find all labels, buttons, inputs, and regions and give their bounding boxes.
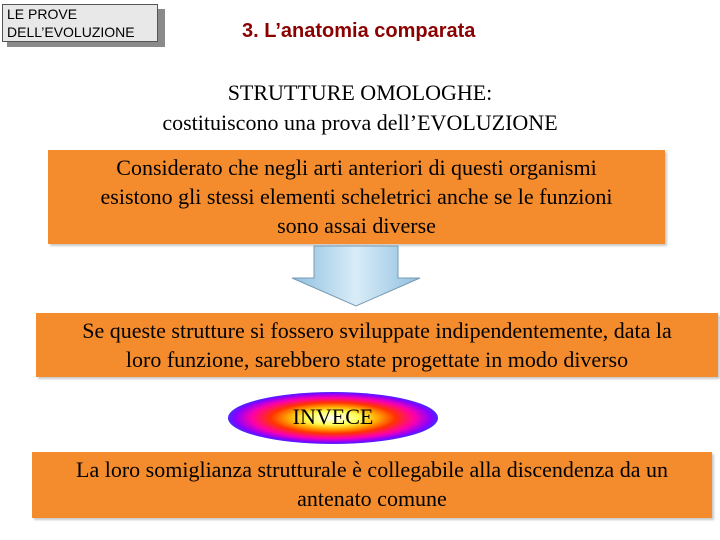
- hypothesis-box: [36, 313, 718, 377]
- slide-subtitle: [100, 78, 620, 138]
- conclusion-box: [32, 452, 712, 518]
- hypothesis-line1: Se queste strutture si fossero sviluppate indipendentemente, data la: [82, 318, 672, 343]
- section-tag-line2: DELL’EVOLUZIONE: [7, 24, 135, 40]
- invece-label: INVECE: [292, 404, 374, 429]
- down-arrow-icon: [290, 244, 422, 308]
- subtitle-line1: STRUTTURE OMOLOGHE:: [227, 80, 493, 105]
- section-tag: [2, 4, 162, 46]
- premise-line1: Considerato che negli arti anteriori di questi organismi: [116, 155, 597, 180]
- section-tag-line1: LE PROVE: [7, 6, 78, 22]
- invece-badge: [228, 392, 438, 444]
- hypothesis-line2: loro funzione, sarebbero state progettate in modo diverso: [125, 347, 629, 372]
- conclusion-line1: La loro somiglianza strutturale è collegabile alla discendenza da un: [76, 457, 668, 482]
- premise-line3: sono assai diverse: [277, 213, 436, 238]
- conclusion-line2: antenato comune: [297, 486, 447, 511]
- subtitle-line2: costituiscono una prova dell’EVOLUZIONE: [162, 110, 558, 135]
- section-tag-box: [2, 4, 158, 42]
- premise-line2: esistono gli stessi elementi scheletrici anche se le funzioni: [100, 184, 613, 209]
- premise-box: [48, 150, 665, 244]
- slide-title: 3. L’anatomia comparata: [242, 20, 476, 42]
